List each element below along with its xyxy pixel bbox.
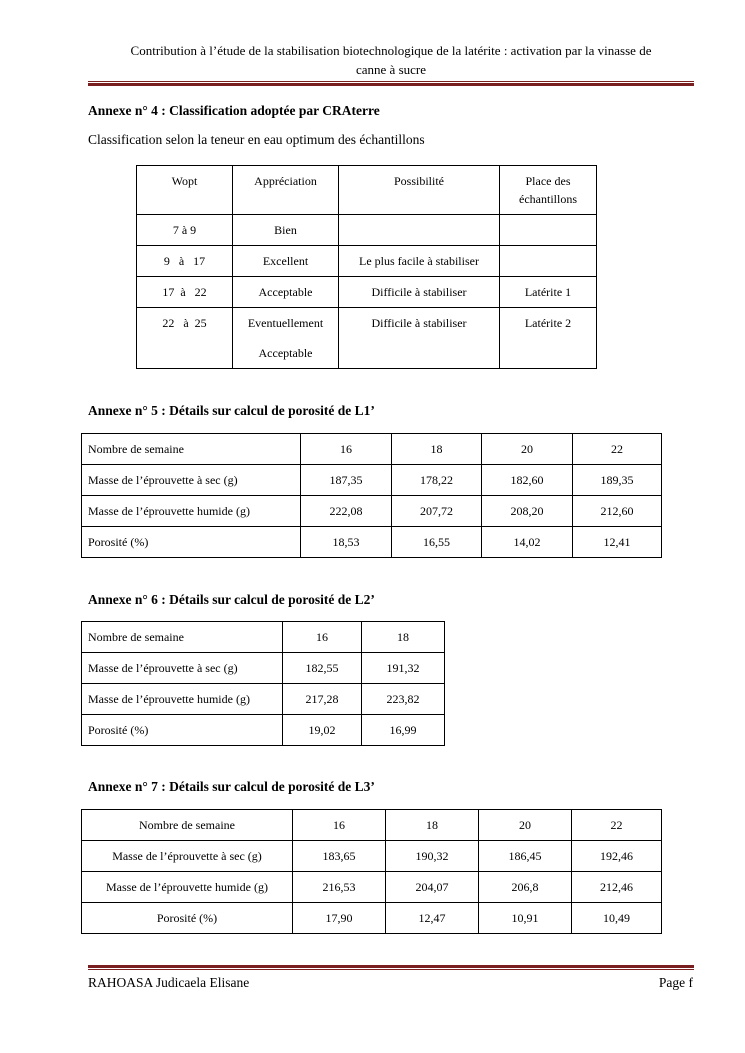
table-cell: Eventuellement Acceptable: [233, 308, 339, 369]
table-cell: Nombre de semaine: [82, 622, 283, 653]
table-cell: 19,02: [283, 715, 362, 746]
table-cell: 223,82: [362, 684, 445, 715]
table-cell: Le plus facile à stabiliser: [339, 246, 500, 277]
table-row: [82, 684, 445, 715]
table-cell: 16: [293, 810, 386, 841]
annex5-title: Annexe n° 5 : Détails sur calcul de porosité de L1’: [88, 403, 375, 418]
table-row: [82, 496, 662, 527]
table-cell: Masse de l’éprouvette à sec (g): [82, 841, 293, 872]
table-cell: 12,47: [386, 903, 479, 934]
table-row: [137, 277, 597, 308]
table-cell: 208,20: [482, 496, 573, 527]
table-cell: Latérite 1: [500, 277, 597, 308]
table-cell: 20: [482, 434, 573, 465]
table-row: [137, 246, 597, 277]
table-cell: Difficile à stabiliser: [339, 277, 500, 308]
col-header: Place des échantillons: [500, 166, 597, 215]
table-cell: Masse de l’éprouvette humide (g): [82, 684, 283, 715]
col-header: Appréciation: [233, 166, 339, 215]
table-cell: Porosité (%): [82, 903, 293, 934]
table-cell: 16,55: [392, 527, 482, 558]
table-row: [82, 434, 662, 465]
table-cell: 18: [362, 622, 445, 653]
table-cell: 187,35: [301, 465, 392, 496]
table-cell: 206,8: [479, 872, 572, 903]
annex6-table: [81, 621, 445, 746]
table-row: [137, 215, 597, 246]
col-header: Possibilité: [339, 166, 500, 215]
table-cell: 22: [572, 810, 662, 841]
table-cell: Acceptable: [233, 277, 339, 308]
table-cell: 16: [283, 622, 362, 653]
annex6-title: Annexe n° 6 : Détails sur calcul de porosité de L2’: [88, 592, 375, 607]
table-cell: 178,22: [392, 465, 482, 496]
header-rule: [88, 81, 694, 86]
table-cell: 9 à 17: [137, 246, 233, 277]
table-cell: 192,46: [572, 841, 662, 872]
table-cell: Porosité (%): [82, 715, 283, 746]
table-cell: Masse de l’éprouvette à sec (g): [82, 653, 283, 684]
header-line-1: Contribution à l’étude de la stabilisation biotechnologique de la latérite : activation par la vinasse de: [130, 43, 652, 58]
table-cell: 18: [392, 434, 482, 465]
table-cell: 14,02: [482, 527, 573, 558]
col-header: Wopt: [137, 166, 233, 215]
table-cell: 17 à 22: [137, 277, 233, 308]
table-row: [82, 715, 445, 746]
table-cell: 212,60: [573, 496, 662, 527]
footer-page-number: Page f: [658, 975, 693, 990]
table-header-row: [137, 166, 597, 215]
table-cell: 186,45: [479, 841, 572, 872]
annex4-title: Annexe n° 4 : Classification adoptée par CRAterre: [88, 103, 380, 118]
table-cell: 17,90: [293, 903, 386, 934]
table-row: [82, 527, 662, 558]
table-cell: Masse de l’éprouvette à sec (g): [82, 465, 301, 496]
table-row: [82, 622, 445, 653]
table-cell: 212,46: [572, 872, 662, 903]
table-cell: Porosité (%): [82, 527, 301, 558]
annex7-table: [81, 809, 662, 934]
annex4-table: [136, 165, 597, 369]
annex5-table: [81, 433, 662, 558]
table-cell: Masse de l’éprouvette humide (g): [82, 496, 301, 527]
table-cell: [500, 246, 597, 277]
table-cell: Nombre de semaine: [82, 810, 293, 841]
header-line-2: canne à sucre: [355, 62, 426, 77]
table-cell: 189,35: [573, 465, 662, 496]
table-row: [82, 903, 662, 934]
table-cell: 204,07: [386, 872, 479, 903]
footer-rule: [88, 965, 694, 970]
table-cell: 10,49: [572, 903, 662, 934]
table-cell: Nombre de semaine: [82, 434, 301, 465]
table-cell: 217,28: [283, 684, 362, 715]
table-cell: Masse de l’éprouvette humide (g): [82, 872, 293, 903]
table-row: [82, 465, 662, 496]
table-cell: 20: [479, 810, 572, 841]
table-cell: [339, 215, 500, 246]
table-cell: 207,72: [392, 496, 482, 527]
table-cell: 16,99: [362, 715, 445, 746]
table-cell: Bien: [233, 215, 339, 246]
table-cell: Difficile à stabiliser: [339, 308, 500, 369]
table-row: [137, 308, 597, 369]
table-cell: 12,41: [573, 527, 662, 558]
table-cell: 183,65: [293, 841, 386, 872]
annex4-subtitle: Classification selon la teneur en eau optimum des échantillons: [88, 132, 425, 147]
annex7-title: Annexe n° 7 : Détails sur calcul de porosité de L3’: [88, 779, 375, 794]
table-row: [82, 653, 445, 684]
table-cell: 216,53: [293, 872, 386, 903]
table-cell: 18: [386, 810, 479, 841]
table-row: [82, 872, 662, 903]
table-row: [82, 841, 662, 872]
table-cell: Latérite 2: [500, 308, 597, 369]
table-cell: 222,08: [301, 496, 392, 527]
table-cell: 7 à 9: [137, 215, 233, 246]
table-cell: 191,32: [362, 653, 445, 684]
table-cell: 10,91: [479, 903, 572, 934]
table-cell: [500, 215, 597, 246]
table-cell: 182,55: [283, 653, 362, 684]
table-cell: 22 à 25: [137, 308, 233, 369]
table-cell: 16: [301, 434, 392, 465]
table-cell: Excellent: [233, 246, 339, 277]
page-header: [88, 41, 694, 79]
table-row: [82, 810, 662, 841]
table-cell: 190,32: [386, 841, 479, 872]
table-cell: 182,60: [482, 465, 573, 496]
table-cell: 18,53: [301, 527, 392, 558]
table-cell: 22: [573, 434, 662, 465]
footer-author: RAHOASA Judicaela Elisane: [88, 975, 250, 990]
